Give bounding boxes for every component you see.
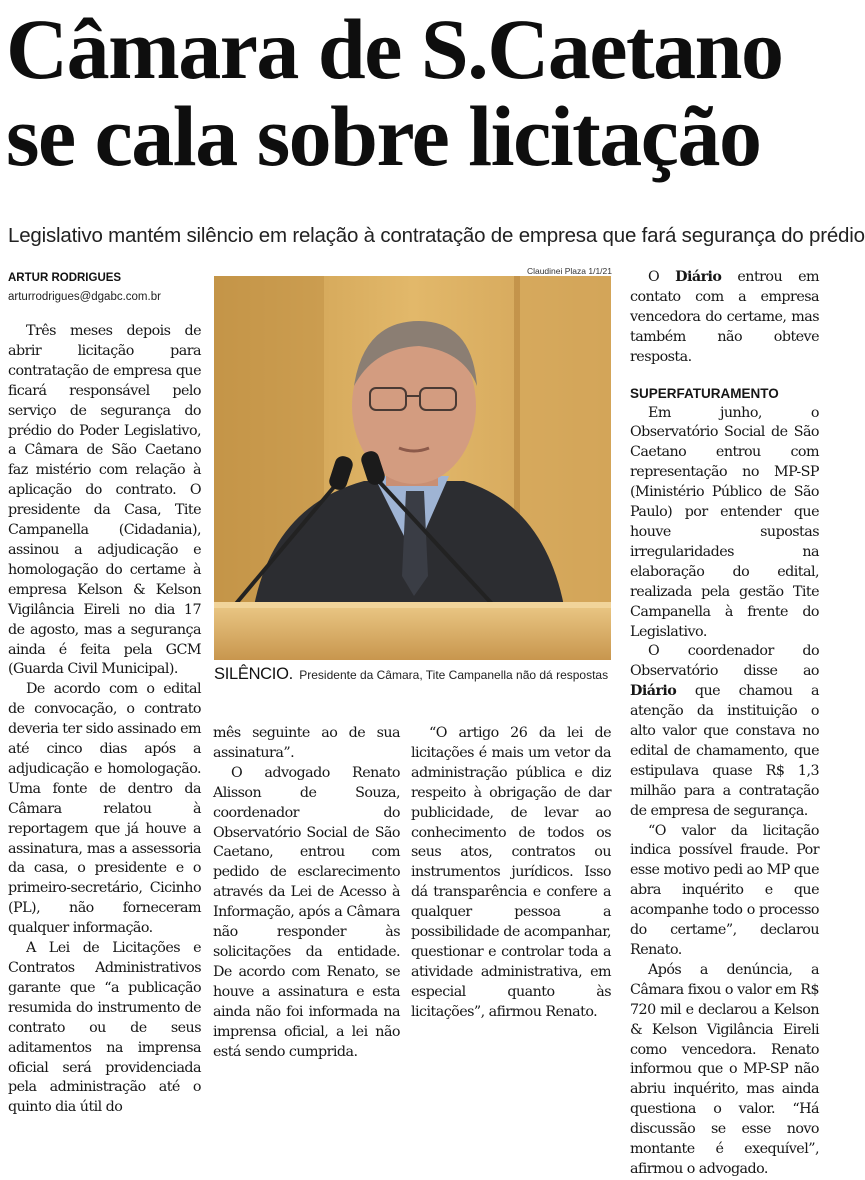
paragraph: mês seguinte ao de sua assinatura”. xyxy=(213,725,400,761)
paragraph: O Diário entrou em contato com a empresa vencedora do certame, mas também não obteve resposta. xyxy=(630,269,819,365)
photo-caption xyxy=(214,665,614,684)
author-name: ARTUR RODRIGUES xyxy=(8,272,122,284)
headline xyxy=(6,1,821,184)
photo-credit: Claudinei Plaza 1/1/21 xyxy=(526,266,612,276)
caption-tag: SILÊNCIO. xyxy=(214,665,293,683)
author-email[interactable]: arturrodrigues@dgabc.com.br xyxy=(8,291,161,303)
caption-text: Presidente da Câmara, Tite Campanella não dá respostas xyxy=(299,668,609,682)
headline-line-2: se cala sobre licitação xyxy=(6,88,761,184)
paragraph: “O valor da licitação indica possível fraude. Por esse motivo pedi ao MP que abra inquérito e que acompanhe todo o processo do certame”, declarou Renato. xyxy=(630,822,819,958)
article-column-2 xyxy=(213,724,400,1062)
newspaper-name: Diário xyxy=(630,683,677,700)
section-title: SUPERFATURAMENTO xyxy=(630,385,779,401)
paragraph: “O artigo 26 da lei de licitações é mais um vetor da administração pública e diz respeito à obrigação de dar publicidade, de levar ao conhecimento de todos os seus atos, contratos ou instrumentos jurídicos. Isso dá transparência e confere a qualquer pessoa a possibilidade de acompanhar, questionar e controlar toda a atividade administrativa, em especial quanto às licitações”, afirmou Renato. xyxy=(411,725,611,1020)
paragraph: Em junho, o Observatório Social de São Caetano entrou com representação no MP-SP (Ministério Público de São Paulo) por entender que houve supostas irregularidades na elaboração do edital, realizada pela gestão Tite Campanella à frente do Legislativo. xyxy=(630,404,819,640)
headline-line-1: Câmara de S.Caetano xyxy=(6,1,783,97)
paragraph: Após a denúncia, a Câmara fixou o valor em R$ 720 mil e declarou a Kelson & Kelson Vigilância Eireli como vencedora. Renato informou que o MP-SP não abriu inquérito, mas ainda questiona o valor. “Há discussão se esse novo montante é exequível”, afirmou o advogado. xyxy=(630,961,819,1177)
article-column-4 xyxy=(630,268,819,1180)
paragraph: A Lei de Licitações e Contratos Administrativos garante que “a publicação resumida do instrumento de contrato ou de seus aditamentos na imprensa oficial será providenciada pela administração até o quinto dia útil do xyxy=(8,940,201,1116)
paragraph: De acordo com o edital de convocação, o contrato deveria ter sido assinado em até cinco dias após a adjudicação e homologação. Uma fonte de dentro da Câmara relatou à reportagem que já houve a assinatura, mas a assessoria da casa, o presidente e o primeiro-secretário, Cicinho (PL), não forneceram qualquer informação. xyxy=(8,681,201,937)
speaker-at-podium-illustration xyxy=(214,276,611,660)
newspaper-name: Diário xyxy=(675,269,722,285)
subheadline: Legislativo mantém silêncio em relação à contratação de empresa que fará segurança do prédio xyxy=(8,224,865,247)
article-photo xyxy=(214,276,611,660)
paragraph: Três meses depois de abrir licitação para contratação de empresa que ficará responsável pelo serviço de segurança do prédio do Poder Legislativo, a Câmara de São Caetano faz mistério com relação à aplicação do contrato. O presidente da Casa, Tite Campanella (Cidadania), assinou a adjudicação e homologação do certame à empresa Kelson & Kelson Vigilância Eireli no dia 17 de agosto, mas a segurança ainda é feita pela GCM (Guarda Civil Municipal). xyxy=(8,323,201,678)
paragraph: O advogado Renato Alisson de Souza, coordenador do Observatório Social de São Caetano, entrou com pedido de esclarecimento através da Lei de Acesso à Informação, após a Câmara não responder às solicitações da entidade. De acordo com Renato, se houve a assinatura e esta ainda não foi informada na imprensa oficial, a lei não está sendo cumprida. xyxy=(213,764,400,1060)
paragraph: O coordenador do Observatório disse ao Diário que chamou a atenção da instituição o alto valor que constava no edital de chamamento, que estipulava quase R$ 1,3 milhão para a contratação de empresa de segurança. xyxy=(630,643,819,819)
article-column-3 xyxy=(411,724,611,1023)
article-column-1 xyxy=(8,322,201,1118)
